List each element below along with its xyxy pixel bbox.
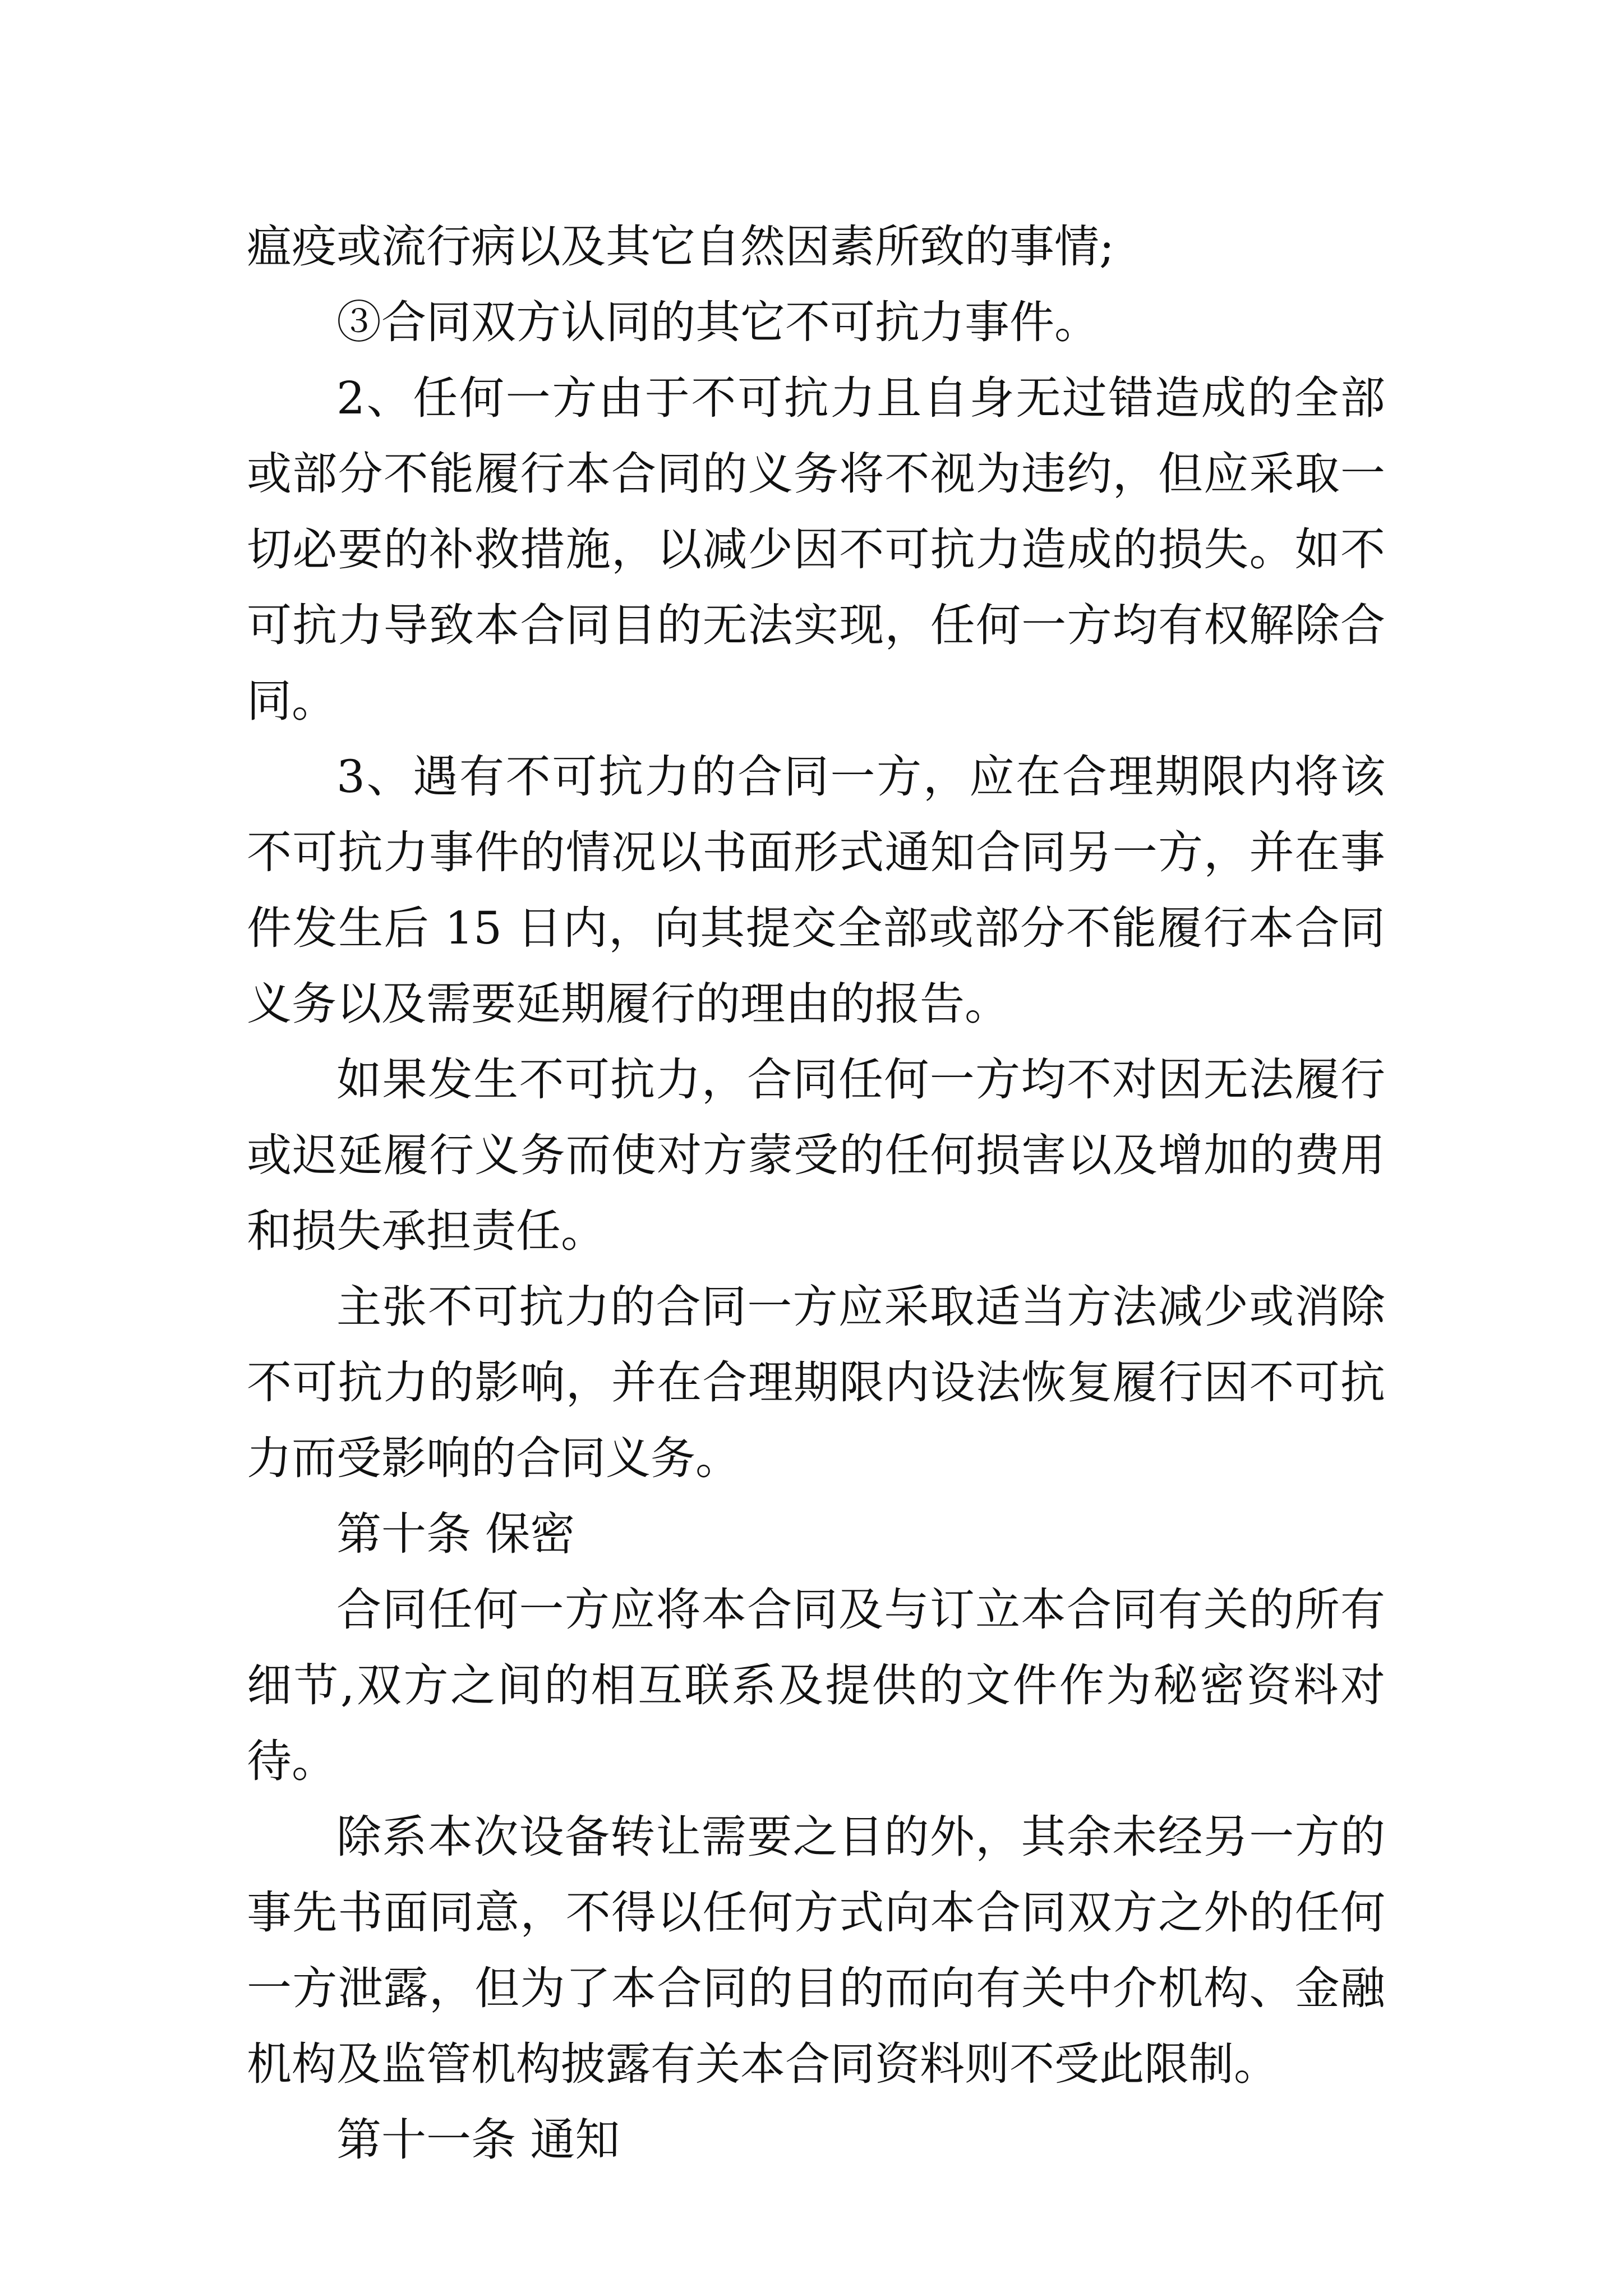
paragraph-disclosure: 除系本次设备转让需要之目的外，其余未经另一方的事先书面同意，不得以任何方式向本合同双方之外的任何一方泄露，但为了本合同的目的而向有关中介机构、金融机构及监管机构披露有关本合同资料则不受此限制。: [247, 1811, 1385, 2090]
paragraph-continuation: 瘟疫或流行病以及其它自然因素所致的事情;: [247, 220, 1114, 273]
document-body: [247, 209, 1385, 2178]
paragraph-item-3: ③合同双方认同的其它不可抗力事件。: [336, 296, 1099, 348]
paragraph-mitigation: 主张不可抗力的合同一方应采取适当方法减少或消除不可抗力的影响，并在合理期限内设法恢复履行因不可抗力而受影响的合同义务。: [247, 1281, 1385, 1484]
paragraph-clause-3: 3、遇有不可抗力的合同一方，应在合理期限内将该不可抗力事件的情况以书面形式通知合同另一方，并在事件发生后 15 日内，向其提交全部或部分不能履行本合同义务以及需要延期履行的理由的报告。: [247, 751, 1385, 1030]
article-10-heading: 第十条 保密: [336, 1508, 575, 1560]
paragraph-clause-2: 2、任何一方由于不可抗力且自身无过错造成的全部或部分不能履行本合同的义务将不视为违约，但应采取一切必要的补救措施，以减少因不可抗力造成的损失。如不可抗力导致本合同目的无法实现，任何一方均有权解除合同。: [247, 372, 1385, 727]
paragraph-no-liability: 如果发生不可抗力，合同任何一方均不对因无法履行或迟延履行义务而使对方蒙受的任何损害以及增加的费用和损失承担责任。: [247, 1053, 1385, 1257]
article-11-heading: 第十一条 通知: [336, 2114, 620, 2166]
paragraph-confidentiality: 合同任何一方应将本合同及与订立本合同有关的所有细节,双方之间的相互联系及提供的文件作为秘密资料对待。: [247, 1584, 1385, 1787]
